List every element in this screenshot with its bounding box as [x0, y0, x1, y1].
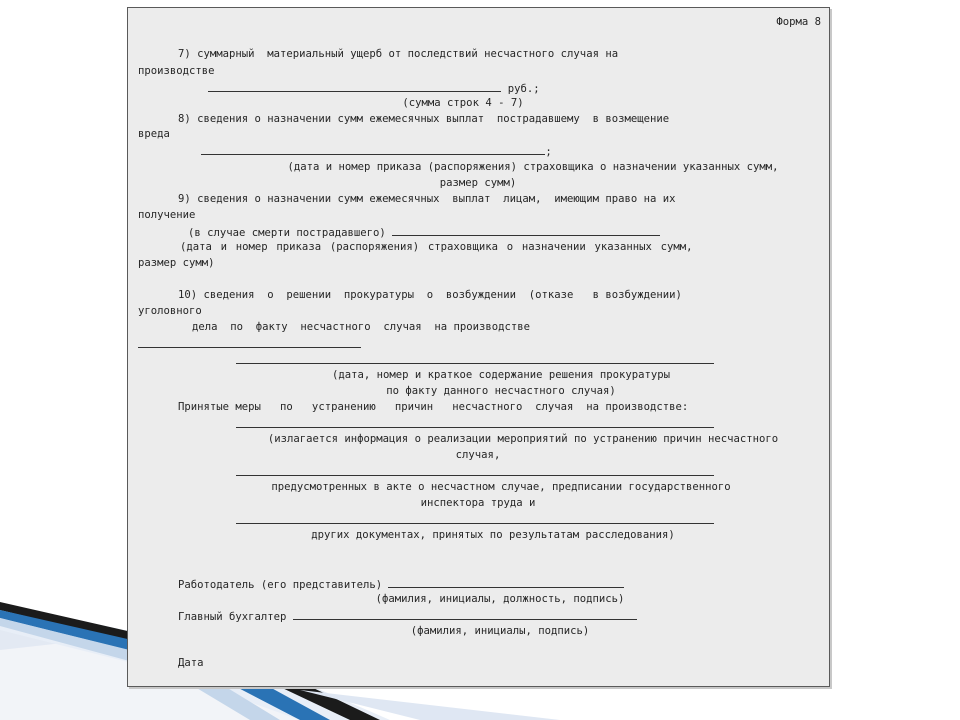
item9-line1: 9) сведения о назначении сумм ежемесячных выплат лицам, имеющим право на их — [178, 193, 676, 205]
item7-total-blank[interactable] — [208, 80, 501, 92]
measures-caption4: инспектора труда и — [420, 497, 536, 509]
measures-caption5: других документах, принятых по результатам расследования) — [311, 529, 675, 541]
accountant-caption: (фамилия, инициалы, подпись) — [410, 625, 590, 637]
employer-caption: (фамилия, инициалы, должность, подпись) — [375, 593, 625, 605]
measures-caption1: (излагается информация о реализации мероприятий по устранению причин несчастного — [267, 433, 779, 445]
item10-line1: 10) сведения о решении прокуратуры о возбуждении (отказе в возбуждении) — [178, 289, 682, 301]
form-label: Форма 8 — [776, 16, 821, 28]
item8-caption2: размер сумм) — [439, 177, 517, 189]
employer-signature-blank[interactable] — [388, 576, 624, 588]
item10-blank-row-b — [236, 352, 714, 368]
item10-decision-blank-b[interactable] — [236, 352, 714, 364]
item7-caption: (сумма строк 4 - 7) — [402, 97, 524, 109]
item10-caption2: по факту данного несчастного случая) — [386, 385, 616, 397]
employer-label: Работодатель (его представитель) — [178, 579, 389, 591]
item10-line2: уголовного — [138, 305, 202, 317]
item8-suffix: ; — [545, 146, 552, 158]
employer-row — [178, 576, 624, 592]
measures-caption2: случая, — [455, 449, 501, 461]
measures-blank-1[interactable] — [236, 416, 714, 428]
measures-blank-2[interactable] — [236, 464, 714, 476]
accountant-signature-blank[interactable] — [293, 608, 637, 620]
item8-blank-row — [201, 143, 552, 159]
measures-blank-3[interactable] — [236, 512, 714, 524]
measures-blank-row3 — [236, 512, 714, 528]
item10-decision-blank-a[interactable] — [138, 336, 361, 348]
item9-caption2: размер сумм) — [138, 257, 215, 269]
item9-caption1: (дата и номер приказа (распоряжения) страховщика о назначении указанных сумм, — [180, 241, 693, 253]
date-label: Дата — [178, 657, 204, 669]
item8-caption1: (дата и номер приказа (распоряжения) страховщика о назначении указанных сумм, — [287, 161, 779, 173]
item10-blank-row-a — [138, 336, 361, 352]
measures-blank-row1 — [236, 416, 714, 432]
measures-line1: Принятые меры по устранению причин несчастного случая на производстве: — [178, 401, 689, 413]
item10-caption1: (дата, номер и краткое содержание решения прокуратуры — [331, 369, 671, 381]
accountant-label: Главный бухгалтер — [178, 611, 293, 623]
item7-line2: производстве — [138, 65, 215, 77]
item7-line1: 7) суммарный материальный ущерб от последствий несчастного случая на — [178, 48, 619, 60]
form-document-page — [127, 7, 830, 687]
item7-total-row — [208, 80, 540, 96]
item8-line1: 8) сведения о назначении сумм ежемесячных выплат пострадавшему в возмещение — [178, 113, 670, 125]
item9-order-blank[interactable] — [392, 224, 660, 236]
item8-order-blank[interactable] — [201, 143, 545, 155]
measures-caption3: предусмотренных в акте о несчастном случае, предписании государственного — [271, 481, 731, 493]
item8-line2: вреда — [138, 128, 170, 140]
item9-line3 — [188, 224, 660, 240]
accountant-row — [178, 608, 637, 624]
item10-line3: дела по факту несчастного случая на производстве — [192, 321, 531, 333]
item9-line3-prefix: (в случае смерти пострадавшего) — [188, 227, 393, 239]
item7-suffix: руб.; — [501, 83, 540, 95]
measures-blank-row2 — [236, 464, 714, 480]
item9-line2: получение — [138, 209, 196, 221]
